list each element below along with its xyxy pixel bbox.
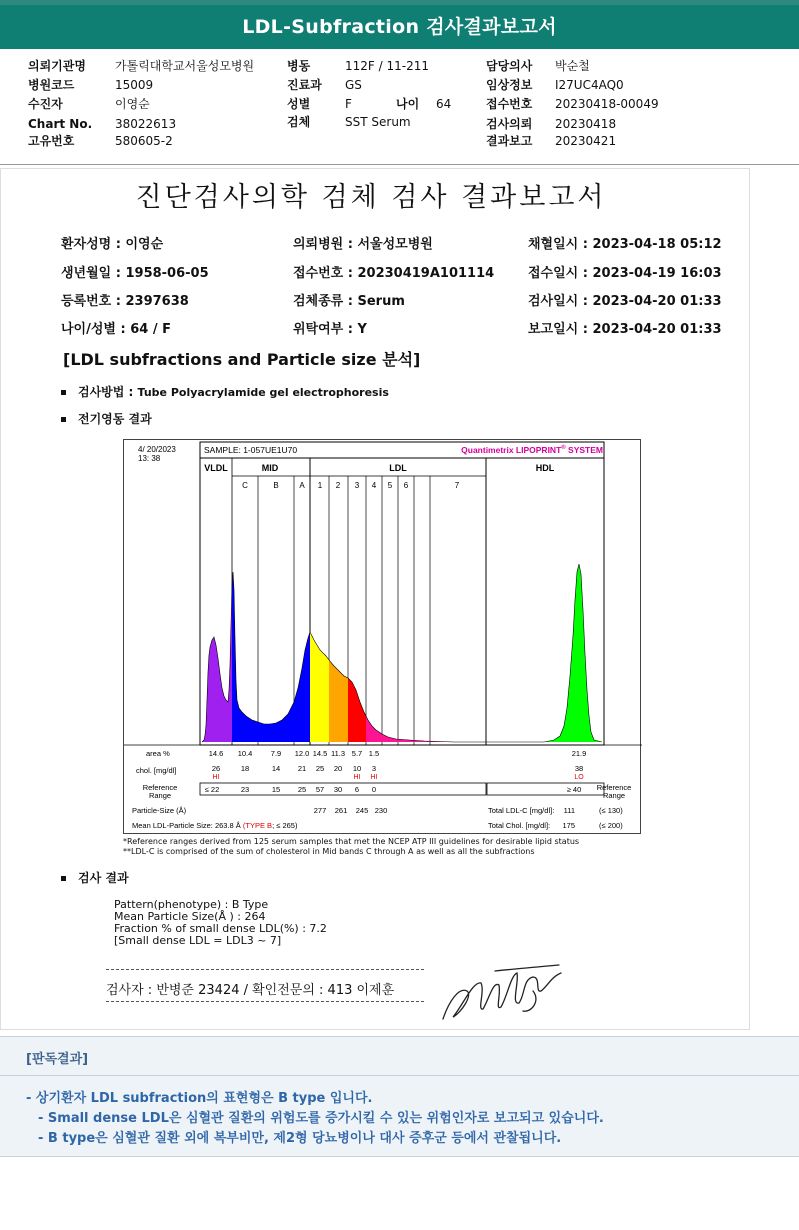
interpretation-line: - B type은 심혈관 질환 외에 복부비만, 제2형 당뇨병이나 대사 증후군 등에서 관찰됩니다. <box>38 1131 562 1146</box>
header-value-receipt: 20230418-00049 <box>555 97 659 111</box>
band-label: B <box>273 481 279 490</box>
section-heading: [LDL subfractions and Particle size 분석] <box>63 350 421 369</box>
header-label: 고유번호 <box>28 134 75 148</box>
interpretation-divider <box>0 1075 799 1076</box>
row-label-area: area % <box>146 749 170 758</box>
header-value-sex: F <box>345 97 352 111</box>
referring-hospital: 의뢰병원 : 서울성모병원 <box>293 237 433 252</box>
chol-value: 3 <box>371 764 377 773</box>
band-label: 2 <box>335 481 341 490</box>
row-label-chol: chol. [mg/dl] <box>136 766 177 775</box>
document-title: 진단검사의학 검체 검사 결과보고서 <box>135 182 607 213</box>
reference-value: 30 <box>333 785 343 794</box>
electrophoresis-svg <box>124 440 642 835</box>
header-value-unique: 580605-2 <box>115 134 173 148</box>
area-value: 11.3 <box>330 749 346 758</box>
chol-value: 14 <box>271 764 281 773</box>
signature-line: 검사자 : 반병준 23424 / 확인전문의 : 413 이제훈 <box>106 983 395 998</box>
method-label: 검사방법 : <box>78 385 138 399</box>
group-label: LDL <box>389 463 407 473</box>
ldl1-area <box>310 632 329 742</box>
header-row-dept <box>287 78 322 92</box>
header-value-chart: 38022613 <box>115 117 177 131</box>
band-label: 1 <box>317 481 323 490</box>
signature-bottom-rule <box>106 1001 424 1002</box>
header-row-institution <box>28 59 86 73</box>
specimen-type: 검체종류 : Serum <box>293 294 405 309</box>
electrophoresis-bullet <box>61 410 152 427</box>
result-definition: [Small dense LDL = LDL3 ~ 7] <box>114 934 282 947</box>
band-label: 5 <box>387 481 393 490</box>
chart-footnote <box>123 837 579 857</box>
chol-value: 10 <box>352 764 362 773</box>
total-chol-label: Total Chol. [mg/dl]: <box>488 821 551 830</box>
footnote-line: **LDL-C is comprised of the sum of cholesterol in Mid bands C through A as well as all the subfractions <box>123 847 535 856</box>
header-label: 성별 <box>287 97 311 111</box>
header-label: 검체 <box>287 115 311 129</box>
result-fraction: Fraction % of small dense LDL(%) : 7.2 <box>114 922 327 935</box>
header-value-clinical: I27UC4AQ0 <box>555 78 624 92</box>
particle-size: 261 <box>334 806 348 815</box>
footnote-line: *Reference ranges derived from 125 serum samples that met the NCEP ATP III guidelines for desirable lipid status <box>123 837 580 846</box>
chart-system: Quantimetrix LIPOPRINT® SYSTEM <box>461 445 603 455</box>
bullet-icon <box>61 876 66 881</box>
plot-frame <box>200 442 604 745</box>
total-chol-range: (≤ 200) <box>599 821 623 830</box>
receipt-number: 접수번호 : 20230419A101114 <box>293 266 495 281</box>
header-label: 담당의사 <box>486 59 533 73</box>
chol-flag: LO <box>574 774 584 781</box>
collection-time: 채혈일시 : 2023-04-18 05:12 <box>528 237 722 252</box>
row-label-ref: Reference <box>142 783 178 792</box>
area-value: 14.6 <box>208 749 224 758</box>
header-value-hospital-code: 15009 <box>115 78 154 92</box>
header-label: 진료과 <box>287 78 322 92</box>
total-ldl-label: Total LDL-C [mg/dl]: <box>488 806 555 815</box>
total-chol-value: 175 <box>562 821 575 830</box>
chol-value: 26 <box>211 764 221 773</box>
header-row-sex <box>287 97 310 111</box>
area-value: 1.5 <box>368 749 380 758</box>
method-value: Tube Polyacrylamide gel electrophoresis <box>137 386 389 399</box>
result-mean-size: Mean Particle Size(Å ) : 264 <box>114 910 266 923</box>
particle-size: 277 <box>313 806 327 815</box>
scan-outline <box>202 564 602 742</box>
group-label: MID <box>261 463 279 473</box>
header-label: 병원코드 <box>28 78 75 92</box>
hdl-area <box>544 564 602 742</box>
result-text <box>114 899 327 947</box>
header-row-patient <box>28 97 63 111</box>
area-value: 5.7 <box>351 749 363 758</box>
band-label: 6 <box>403 481 409 490</box>
row-label-ref: Range <box>148 791 172 800</box>
header-row-age <box>396 97 419 111</box>
band-label: 7 <box>454 481 460 490</box>
band-label: C <box>242 481 248 490</box>
particle-size: 245 <box>355 806 369 815</box>
chart-date: 4/ 20/2023 <box>138 445 176 454</box>
header-row-request <box>486 117 532 131</box>
scanned-report <box>0 168 750 1030</box>
test-time: 검사일시 : 2023-04-20 01:33 <box>528 294 722 309</box>
reference-value: 15 <box>271 785 281 794</box>
interpretation-line: - 상기환자 LDL subfraction의 표현형은 B type 입니다. <box>26 1091 373 1106</box>
header-label: 임상정보 <box>486 78 533 92</box>
chol-value: 25 <box>315 764 325 773</box>
header-label: 결과보고 <box>486 134 533 148</box>
band-label: 3 <box>354 481 360 490</box>
mean-size-line: Mean LDL-Particle Size: 263.8 Å (TYPE B; ≤ 265) <box>132 821 298 830</box>
band-label: A <box>299 481 305 490</box>
chol-flag: HI <box>353 774 361 781</box>
signature-top-rule <box>106 969 424 970</box>
header-value-patient: 이영순 <box>115 97 150 111</box>
header-row-hospital-code <box>28 78 74 92</box>
header-label: 의뢰기관명 <box>28 59 86 73</box>
area-value: 21.9 <box>571 749 587 758</box>
ldl2-area <box>329 660 348 742</box>
handwritten-signature <box>437 961 567 1031</box>
header-row-clinical <box>486 78 532 92</box>
chol-value: 18 <box>240 764 250 773</box>
header-label: 병동 <box>287 59 311 73</box>
mid-area <box>232 572 310 742</box>
bullet-icon <box>61 390 66 395</box>
consignment: 위탁여부 : Y <box>293 322 367 337</box>
reference-value: ≥ 40 <box>566 785 582 794</box>
reference-value: 25 <box>297 785 307 794</box>
report-title: LDL-Subfraction 검사결과보고서 <box>0 5 799 49</box>
chart-time: 13: 38 <box>138 454 161 463</box>
header-row-chart <box>28 117 92 131</box>
total-ldl-range: (≤ 130) <box>599 806 623 815</box>
header-value-dept: GS <box>345 78 362 92</box>
header-value-institution: 가톨릭대학교서울성모병원 <box>115 59 255 73</box>
header-value-doctor: 박순철 <box>555 59 590 73</box>
result-pattern: Pattern(phenotype) : B Type <box>114 898 269 911</box>
signature-stroke <box>443 965 561 1019</box>
header-label: 나이 <box>396 97 420 111</box>
chol-value: 21 <box>297 764 307 773</box>
header-row-specimen <box>287 115 310 129</box>
patient-name: 환자성명 : 이영순 <box>61 237 164 252</box>
header-row-unique <box>28 134 74 148</box>
group-label: HDL <box>535 463 555 473</box>
reference-value: 0 <box>371 785 377 794</box>
total-ldl-value: 111 <box>563 806 575 815</box>
reference-value: 57 <box>315 785 325 794</box>
area-value: 10.4 <box>237 749 253 758</box>
reference-range-label: Range <box>602 791 626 800</box>
age-sex: 나이/성별 : 64 / F <box>61 322 172 337</box>
chol-value: 38 <box>574 764 584 773</box>
report-time: 보고일시 : 2023-04-20 01:33 <box>528 322 722 337</box>
reference-value: 6 <box>354 785 360 794</box>
bullet-icon <box>61 417 66 422</box>
row-label-size: Particle-Size (Å) <box>132 806 187 815</box>
header-label: 검사의뢰 <box>486 117 533 131</box>
header-value-specimen: SST Serum <box>345 115 411 129</box>
electrophoresis-chart <box>123 439 641 834</box>
chart-sample: SAMPLE: 1-057UE1U70 <box>204 445 298 455</box>
chol-flag: HI <box>212 774 220 781</box>
receipt-time: 접수일시 : 2023-04-19 16:03 <box>528 266 722 281</box>
reference-range-label: Reference <box>596 783 632 792</box>
area-value: 14.5 <box>312 749 328 758</box>
area-value: 7.9 <box>270 749 282 758</box>
header-label: 수진자 <box>28 97 63 111</box>
group-label: VLDL <box>204 463 228 473</box>
header-label: Chart No. <box>28 117 93 131</box>
result-label: 검사 결과 <box>78 871 129 885</box>
birth-date: 생년월일 : 1958-06-05 <box>61 266 209 281</box>
header-value-request: 20230418 <box>555 117 617 131</box>
registration-number: 등록번호 : 2397638 <box>61 294 189 309</box>
header-value-report: 20230421 <box>555 134 617 148</box>
interpretation-panel <box>0 1036 799 1157</box>
electrophoresis-label: 전기영동 결과 <box>78 412 152 426</box>
header-value-age: 64 <box>436 97 452 111</box>
header-value-ward: 112F / 11-211 <box>345 59 429 73</box>
method-bullet <box>61 383 389 400</box>
header-row-receipt <box>486 97 532 111</box>
interpretation-line: - Small dense LDL은 심혈관 질환의 위험도를 증가시킬 수 있는 위험인자로 보고되고 있습니다. <box>38 1111 604 1126</box>
header-row-report <box>486 134 532 148</box>
header-label: 접수번호 <box>486 97 533 111</box>
particle-size: 230 <box>374 806 388 815</box>
band-label: 4 <box>371 481 377 490</box>
reference-box <box>487 783 604 795</box>
area-value: 12.0 <box>294 749 310 758</box>
header-row-ward <box>287 59 310 73</box>
header-info <box>0 50 799 165</box>
header-row-doctor <box>486 59 532 73</box>
interpretation-title: [판독결과] <box>26 1052 89 1067</box>
chol-value: 20 <box>333 764 343 773</box>
reference-value: ≤ 22 <box>204 785 220 794</box>
result-bullet <box>61 869 129 886</box>
chol-flag: HI <box>370 774 378 781</box>
reference-value: 23 <box>240 785 250 794</box>
